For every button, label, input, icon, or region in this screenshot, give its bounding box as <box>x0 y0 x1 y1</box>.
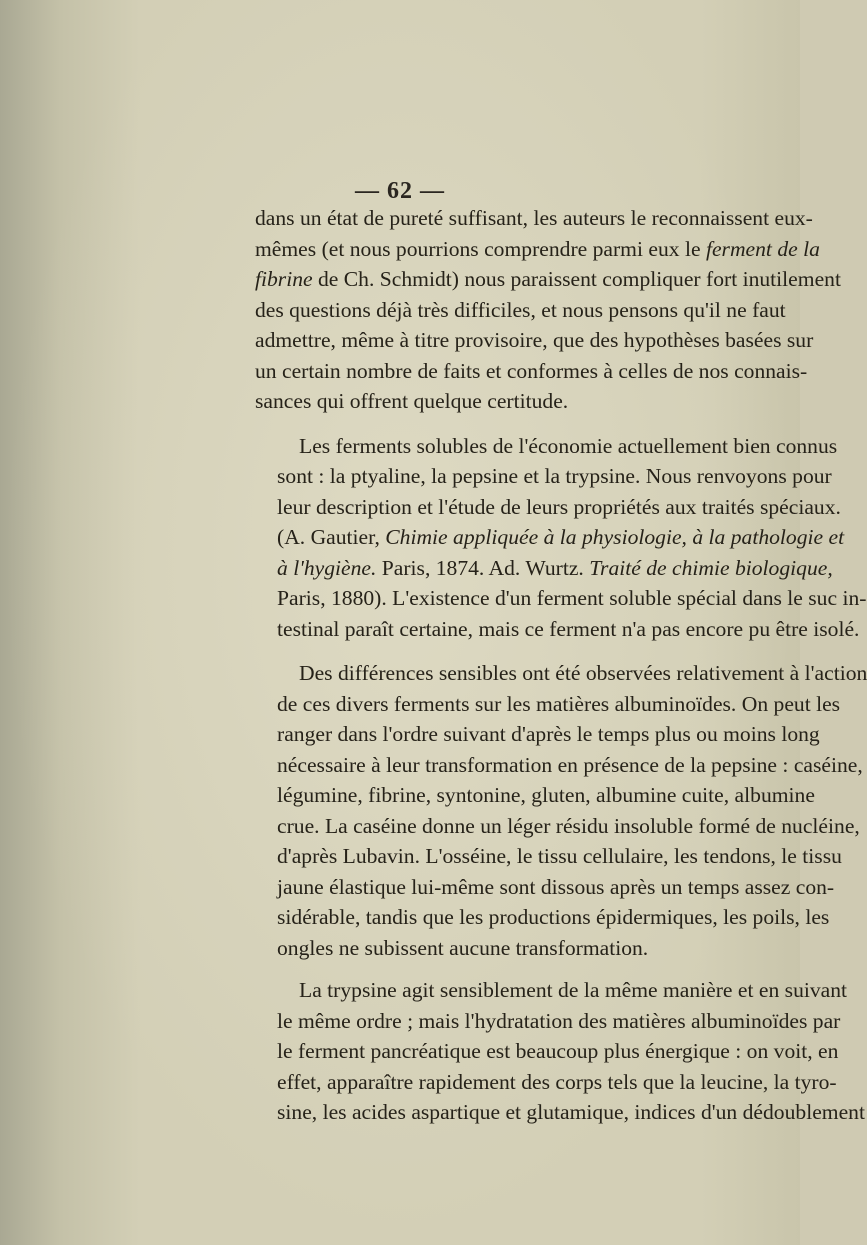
page-number: — 62 — <box>355 178 445 204</box>
text-line <box>255 719 820 750</box>
text-segment: mêmes (et nous pourrions comprendre parmi eux le <box>255 236 706 261</box>
text-segment: admettre, même à titre provisoire, que des hypothèses basées sur <box>255 328 814 352</box>
text-segment: Paris, 1880). L'existence d'un ferment soluble spécial dans le suc in- <box>277 586 867 610</box>
text-segment: d'après Lubavin. L'osséine, le tissu cellulaire, les tendons, le tissu <box>277 844 842 868</box>
text-line <box>255 933 765 964</box>
body-text <box>255 203 867 1128</box>
text-line <box>255 386 765 417</box>
text-segment: Paris, 1874. Ad. Wurtz. <box>376 555 590 580</box>
text-segment: de Ch. Schmidt) nous paraissent compliquer fort inutilement <box>312 267 841 291</box>
text-segment: sine, les acides aspartique et glutamique, indices d'un dédoublement <box>277 1100 865 1124</box>
text-line <box>255 841 842 872</box>
text-line <box>255 431 838 462</box>
text-line <box>255 614 860 645</box>
text-line <box>255 1067 837 1098</box>
text-segment: ongles ne subissent aucune transformation. <box>277 935 649 960</box>
text-segment: légumine, fibrine, syntonine, gluten, albumine cuite, albumine <box>277 783 815 807</box>
text-line <box>255 234 820 265</box>
text-line <box>255 750 863 781</box>
text-segment: leur description et l'étude de leurs propriétés aux traités spéciaux. <box>277 494 841 519</box>
paragraph <box>255 658 867 963</box>
text-line <box>255 295 786 326</box>
text-segment: un certain nombre de faits et conformes à celles de nos connais- <box>255 358 808 383</box>
italic-text: ferment de la <box>705 236 820 261</box>
italic-text: Traité de chimie biologique, <box>589 555 833 580</box>
text-line <box>255 1097 865 1128</box>
text-line <box>255 902 830 933</box>
text-line <box>255 356 808 387</box>
text-segment: Les ferments solubles de l'économie actuellement bien connus <box>299 433 838 458</box>
text-line <box>255 975 848 1006</box>
text-line <box>255 658 867 689</box>
text-segment: le ferment pancréatique est beaucoup plus énergique : on voit, en <box>277 1039 839 1063</box>
text-segment: dans un état de pureté suffisant, les auteurs le reconnaissent eux- <box>255 206 813 230</box>
text-line <box>255 1036 839 1067</box>
text-segment: le même ordre ; mais l'hydratation des matières albuminoïdes par <box>277 1008 841 1033</box>
text-segment: jaune élastique lui-même sont dissous après un temps assez con- <box>277 874 835 899</box>
text-line <box>255 522 845 553</box>
italic-text: à l'hygiène. <box>277 555 377 580</box>
text-segment: crue. La caséine donne un léger résidu insoluble formé de nucléine, <box>277 813 860 838</box>
text-segment: nécessaire à leur transformation en présence de la pepsine : caséine, <box>277 752 863 777</box>
text-line <box>255 689 841 720</box>
text-line <box>255 1006 841 1037</box>
text-segment: (A. Gautier, <box>277 525 386 549</box>
italic-text: fibrine <box>255 267 313 291</box>
text-line <box>255 553 833 584</box>
text-segment: ranger dans l'ordre suivant d'après le temps plus ou moins long <box>277 722 820 746</box>
text-line <box>255 811 860 842</box>
text-segment: sidérable, tandis que les productions épidermiques, les poils, les <box>277 905 830 929</box>
text-segment: La trypsine agit sensiblement de la même manière et en suivant <box>299 978 848 1002</box>
text-segment: sances qui offrent quelque certitude. <box>255 389 569 413</box>
text-line <box>255 583 867 614</box>
text-segment: testinal paraît certaine, mais ce ferment n'a pas encore pu être isolé. <box>277 616 860 641</box>
paragraph <box>255 975 865 1128</box>
text-segment: effet, apparaître rapidement des corps tels que la leucine, la tyro- <box>277 1069 837 1094</box>
text-line <box>255 872 835 903</box>
text-line <box>255 325 814 356</box>
paragraph <box>255 203 841 417</box>
text-segment: des questions déjà très difficiles, et nous pensons qu'il ne faut <box>255 297 786 322</box>
text-segment: Des différences sensibles ont été observées relativement à l'action <box>299 661 867 685</box>
text-line <box>255 461 832 492</box>
text-line <box>255 264 841 295</box>
paragraph <box>255 431 867 645</box>
text-line <box>255 492 841 523</box>
text-line <box>255 203 813 234</box>
italic-text: Chimie appliquée à la physiologie, à la pathologie et <box>385 525 845 549</box>
text-segment: de ces divers ferments sur les matières albuminoïdes. On peut les <box>277 691 841 716</box>
text-segment: sont : la ptyaline, la pepsine et la trypsine. Nous renvoyons pour <box>277 464 832 488</box>
text-line <box>255 780 815 811</box>
